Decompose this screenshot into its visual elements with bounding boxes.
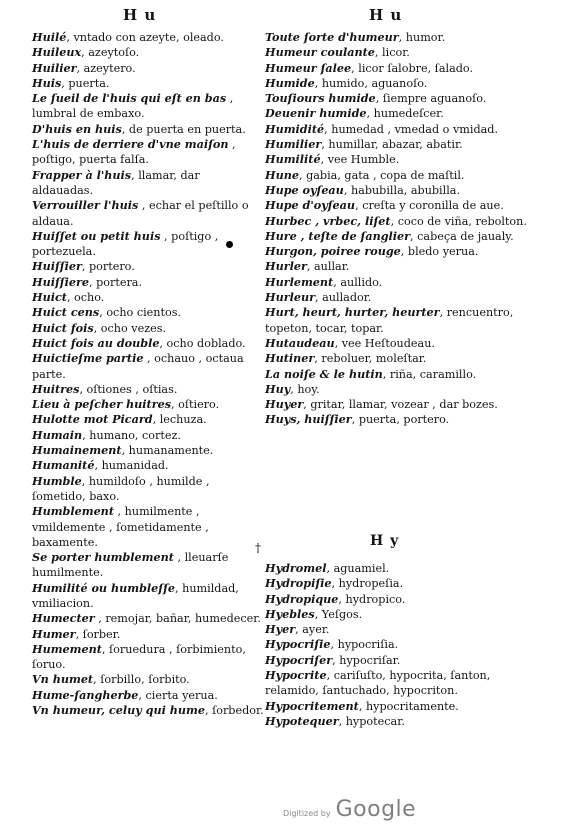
entry-headword: Huict cens: [32, 305, 100, 320]
entry-definition: , oſtiones , oſtias.: [79, 382, 178, 396]
entry-definition: , humilmente , vmildemente , ſometidamente , baxamente.: [32, 505, 209, 549]
entry-definition: , humedeſcer.: [366, 107, 444, 121]
dictionary-entry: [265, 576, 537, 591]
entry-definition: , oſtiero.: [171, 398, 220, 412]
entry-headword: Humilier: [265, 137, 322, 152]
dictionary-entry: [32, 290, 264, 305]
dictionary-entry: [265, 122, 537, 137]
entry-headword: Hutiner: [265, 351, 315, 366]
ink-blot: [226, 241, 233, 248]
entry-headword: Humain: [32, 427, 83, 442]
entry-definition: , humido, aguanoſo.: [314, 76, 428, 90]
entry-definition: , humildoſo , humilde , ſometido, baxo.: [32, 474, 210, 503]
entry-definition: , ayer.: [295, 623, 330, 637]
entry-definition: , ſorbedor.: [204, 704, 264, 718]
entry-headword: Humide: [265, 75, 315, 90]
dictionary-entry: [265, 412, 537, 427]
entry-headword: Hurgon, poiree rouge: [265, 244, 401, 259]
entry-headword: Hypocriſie: [265, 637, 331, 652]
entry-definition: , ocho doblado.: [159, 336, 246, 350]
entry-definition: , bledo yerua.: [400, 245, 479, 259]
entry-definition: , ocho cientos.: [99, 306, 182, 320]
dictionary-entry: [32, 305, 264, 320]
dictionary-entry: [265, 561, 537, 576]
entry-definition: , gabia, gata , copa de maſtil.: [298, 168, 465, 182]
entry-headword: Vn humeur, celuy qui hume: [32, 703, 205, 718]
entry-definition: , humildad, vmiliacion.: [32, 581, 239, 610]
dictionary-entry: [32, 550, 264, 581]
entry-definition: , cierta yerua.: [138, 688, 218, 702]
entry-headword: Humilité ou humbleſſe: [32, 580, 176, 595]
entry-definition: , humillar, abazar, abatir.: [321, 138, 463, 152]
dictionary-entry: [32, 611, 264, 626]
entry-definition: , humor.: [398, 31, 446, 44]
entry-definition: , Yeſgos.: [314, 607, 363, 621]
entry-headword: Humeur ſalee: [265, 60, 352, 75]
entry-definition: , riña, caramillo.: [382, 367, 477, 381]
entry-headword: Huiſſiere: [32, 274, 89, 289]
dictionary-entry: [265, 637, 537, 652]
entry-headword: Vn humet: [32, 672, 94, 687]
dictionary-entry: [32, 45, 264, 60]
entry-definition: , vntado con azeyte, oleado.: [66, 31, 224, 44]
entry-headword: Lieu à peſcher huitres: [32, 397, 172, 412]
entry-headword: Touſiours humide: [265, 91, 376, 106]
dictionary-entry: [265, 397, 537, 412]
dictionary-entry: [265, 61, 537, 76]
entry-headword: Hyebles: [265, 606, 315, 621]
entry-headword: Hutaudeau: [265, 335, 335, 350]
entry-headword: Hurleur: [265, 290, 315, 305]
entry-headword: Hypocritement: [265, 698, 359, 713]
entry-definition: , hydropico.: [338, 592, 406, 606]
entry-headword: Deuenir humide: [265, 106, 367, 121]
entry-headword: Hurt, heurt, hurter, heurter: [265, 305, 440, 320]
entry-headword: Hydropiſie: [265, 576, 332, 591]
entry-headword: Humble: [32, 473, 82, 488]
dictionary-entry: [32, 382, 264, 397]
entry-headword: Huis: [32, 75, 62, 90]
entry-definition: , hypotecar.: [338, 714, 405, 728]
dictionary-entry: [265, 45, 537, 60]
digitized-watermark: [283, 797, 416, 822]
dictionary-entry: [265, 137, 537, 152]
watermark-caption: Digitized by: [283, 809, 331, 818]
entry-definition: , azeytoſo.: [81, 46, 140, 60]
entry-definition: , ſorbillo, ſorbito.: [93, 673, 190, 687]
entry-headword: Hydromel: [265, 561, 327, 575]
dictionary-entry: [265, 714, 537, 729]
dictionary-entry: [265, 214, 537, 229]
entry-headword: Humer: [32, 626, 76, 641]
entry-headword: Huy: [265, 381, 291, 396]
dictionary-entry: [265, 351, 537, 366]
dictionary-entry: [32, 275, 264, 290]
dictionary-entry: [32, 30, 264, 45]
dictionary-entry: [265, 305, 537, 336]
hy-column: [265, 561, 537, 729]
entry-headword: Huict: [32, 290, 67, 305]
entry-definition: , llamar, dar aldauadas.: [32, 168, 200, 197]
entry-definition: , ocho.: [66, 291, 105, 305]
entry-headword: Humblement: [32, 504, 114, 519]
dictionary-entry: [265, 91, 537, 106]
entry-headword: Hupe oyſeau: [265, 182, 344, 197]
entry-definition: , licor.: [374, 46, 410, 60]
entry-definition: , aullar.: [306, 260, 350, 274]
entry-definition: , hydropeſia.: [331, 577, 404, 591]
dictionary-entry: [265, 30, 537, 45]
dictionary-entry: [265, 699, 537, 714]
left-column: [32, 30, 264, 718]
entry-headword: Hune: [265, 167, 299, 182]
entry-headword: Hure , teſte de ſanglier: [265, 228, 411, 243]
dictionary-entry: [32, 259, 264, 274]
entry-headword: Hyer: [265, 622, 296, 637]
dictionary-entry: [32, 397, 264, 412]
entry-definition: , licor ſalobre, ſalado.: [351, 61, 473, 75]
entry-definition: , aguamiel.: [326, 562, 390, 575]
dictionary-entry: [32, 474, 264, 505]
entry-headword: Frapper à l'huis: [32, 167, 132, 182]
entry-headword: L'huis de derriere d'vne maiſon: [32, 137, 229, 152]
dictionary-entry: [32, 321, 264, 336]
dictionary-entry: [265, 275, 537, 290]
dictionary-entry: [265, 336, 537, 351]
entry-definition: , poſtigo , portezuela.: [32, 229, 219, 259]
dictionary-entry: [265, 668, 537, 699]
entry-definition: , azeytero.: [76, 61, 136, 75]
entry-definition: , vee Humble.: [320, 153, 400, 167]
entry-definition: , humedad , vmedad o vmidad.: [324, 122, 499, 136]
dictionary-entry: [32, 351, 264, 382]
entry-headword: Huictieſme partie: [32, 351, 144, 366]
entry-definition: , aullador.: [315, 291, 372, 305]
dictionary-entry: [265, 76, 537, 91]
entry-headword: Humeur coulante: [265, 45, 375, 60]
dictionary-entry: [32, 198, 264, 229]
hy-section-header: H y: [370, 533, 400, 549]
dictionary-entry: [32, 428, 264, 443]
entry-definition: , hypocriſar.: [332, 653, 401, 667]
entry-definition: , hoy.: [290, 382, 320, 396]
entry-definition: , rencuentro, topeton, tocar, topar.: [265, 306, 514, 335]
entry-headword: Hypotequer: [265, 713, 339, 728]
dictionary-entry: [265, 622, 537, 637]
entry-definition: , cariſuſto, hypocrita, ſanton, relamido, ſantuchado, hypocriton.: [265, 669, 491, 698]
entry-headword: Humidité: [265, 121, 325, 136]
dictionary-entry: [265, 367, 537, 382]
left-column-header: H u: [123, 6, 157, 24]
entry-definition: , hypocritamente.: [358, 699, 459, 713]
entry-definition: , ſiempre aguanoſo.: [375, 92, 487, 106]
entry-definition: , aullido.: [333, 275, 383, 289]
entry-headword: Hurbec , vrbec, liſet: [265, 213, 391, 228]
dictionary-entry: [32, 672, 264, 687]
entry-headword: Humanité: [32, 458, 95, 473]
entry-headword: D'huis en huis: [32, 121, 122, 136]
dictionary-entry: [265, 259, 537, 274]
dictionary-entry: [265, 183, 537, 198]
entry-headword: Huileux: [32, 45, 82, 60]
entry-definition: , puerta, portero.: [351, 413, 450, 427]
entry-headword: Humement: [32, 641, 102, 656]
dictionary-entry: [265, 168, 537, 183]
entry-headword: Huilé: [32, 30, 67, 44]
entry-definition: , puerta.: [61, 76, 110, 90]
entry-definition: , poſtigo, puerta falſa.: [32, 138, 236, 167]
entry-definition: , portero.: [81, 260, 135, 274]
right-column: [265, 30, 537, 428]
dictionary-entry: [32, 627, 264, 642]
entry-headword: Hydropique: [265, 591, 339, 606]
entry-definition: , ſorber.: [75, 627, 121, 641]
dictionary-entry: [32, 168, 264, 199]
entry-headword: Humecter: [32, 611, 95, 626]
entry-headword: Huitres: [32, 381, 80, 396]
entry-definition: , de puerta en puerta.: [121, 122, 246, 136]
entry-headword: Verrouiller l'huis: [32, 198, 139, 213]
entry-headword: Toute ſorte d'humeur: [265, 30, 399, 44]
entry-definition: , lleuarſe humilmente.: [32, 551, 229, 580]
entry-headword: Huict fois au double: [32, 335, 160, 350]
entry-definition: , remojar, bañar, humedecer.: [94, 612, 261, 626]
entry-headword: Humainement: [32, 443, 122, 458]
dictionary-entry: [265, 229, 537, 244]
dictionary-entry: [32, 458, 264, 473]
entry-headword: Hurler: [265, 259, 307, 274]
entry-headword: Hupe d'oyſeau: [265, 198, 356, 213]
dictionary-entry: [32, 642, 264, 673]
entry-headword: Le ſueil de l'huis qui eſt en bas: [32, 91, 227, 106]
entry-definition: , ocho vezes.: [93, 321, 167, 335]
entry-headword: Hulotte mot Picard: [32, 412, 153, 427]
dictionary-entry: [32, 581, 264, 612]
entry-definition: , lumbral de embaxo.: [32, 92, 234, 121]
dictionary-entry: [32, 443, 264, 458]
google-logo: Google: [335, 797, 417, 822]
entry-headword: Humilité: [265, 152, 321, 167]
entry-definition: , gritar, llamar, vozear , dar bozes.: [303, 398, 498, 412]
dictionary-entry: [32, 504, 264, 550]
entry-headword: Huys, huiſſier: [265, 412, 352, 427]
entry-headword: Hypocrite: [265, 668, 327, 683]
entry-definition: , echar el peſtillo o aldaua.: [32, 199, 249, 228]
entry-headword: Hume-ſangherbe: [32, 687, 139, 702]
dictionary-entry: [32, 137, 264, 168]
dictionary-entry: [32, 91, 264, 122]
dictionary-entry: [265, 152, 537, 167]
dictionary-entry: [32, 61, 264, 76]
entry-headword: Hypocriſer: [265, 652, 333, 667]
dictionary-entry: [32, 336, 264, 351]
entry-headword: Se porter humblement: [32, 550, 174, 565]
entry-definition: , habubilla, abubilla.: [343, 183, 461, 197]
dictionary-entry: [265, 592, 537, 607]
dictionary-entry: [265, 290, 537, 305]
entry-definition: , vee Heſtoudeau.: [334, 336, 435, 350]
entry-definition: , lechuza.: [152, 413, 207, 427]
entry-headword: Hurlement: [265, 274, 334, 289]
entry-definition: , humano, cortez.: [82, 428, 181, 442]
entry-definition: , portera.: [88, 275, 143, 289]
dictionary-entry: [265, 607, 537, 622]
dictionary-entry: [265, 653, 537, 668]
dictionary-entry: [32, 76, 264, 91]
entry-headword: Huict fois: [32, 320, 94, 335]
right-column-header: H u: [369, 6, 403, 24]
entry-headword: Huilier: [32, 60, 77, 75]
entry-definition: , coco de viña, rebolton.: [390, 214, 527, 228]
dictionary-entry: [265, 382, 537, 397]
entry-definition: , ochauo , octaua parte.: [32, 352, 244, 381]
entry-headword: Huiſſet ou petit huis: [32, 228, 161, 243]
dictionary-entry: [32, 688, 264, 703]
dictionary-entry: [265, 106, 537, 121]
entry-definition: , humanamente.: [121, 444, 214, 458]
printer-mark: †: [255, 541, 261, 555]
dictionary-entry: [32, 412, 264, 427]
entry-headword: La noiſe & le hutin: [265, 366, 383, 381]
entry-definition: , cabeça de jaualy.: [410, 229, 514, 243]
dictionary-entry: [265, 198, 537, 213]
entry-headword: Huyer: [265, 397, 304, 412]
entry-definition: , humanidad.: [94, 459, 169, 473]
entry-definition: , reboluer, moleſtar.: [314, 352, 427, 366]
entry-definition: , ſoruedura , ſorbimiento, ſoruo.: [32, 642, 246, 672]
dictionary-entry: [265, 244, 537, 259]
dictionary-entry: [32, 122, 264, 137]
entry-definition: , hypocriſia.: [330, 638, 399, 652]
dictionary-entry: [32, 703, 264, 718]
entry-headword: Huiſſier: [32, 259, 82, 274]
entry-definition: , creſta y coronilla de aue.: [355, 199, 504, 213]
